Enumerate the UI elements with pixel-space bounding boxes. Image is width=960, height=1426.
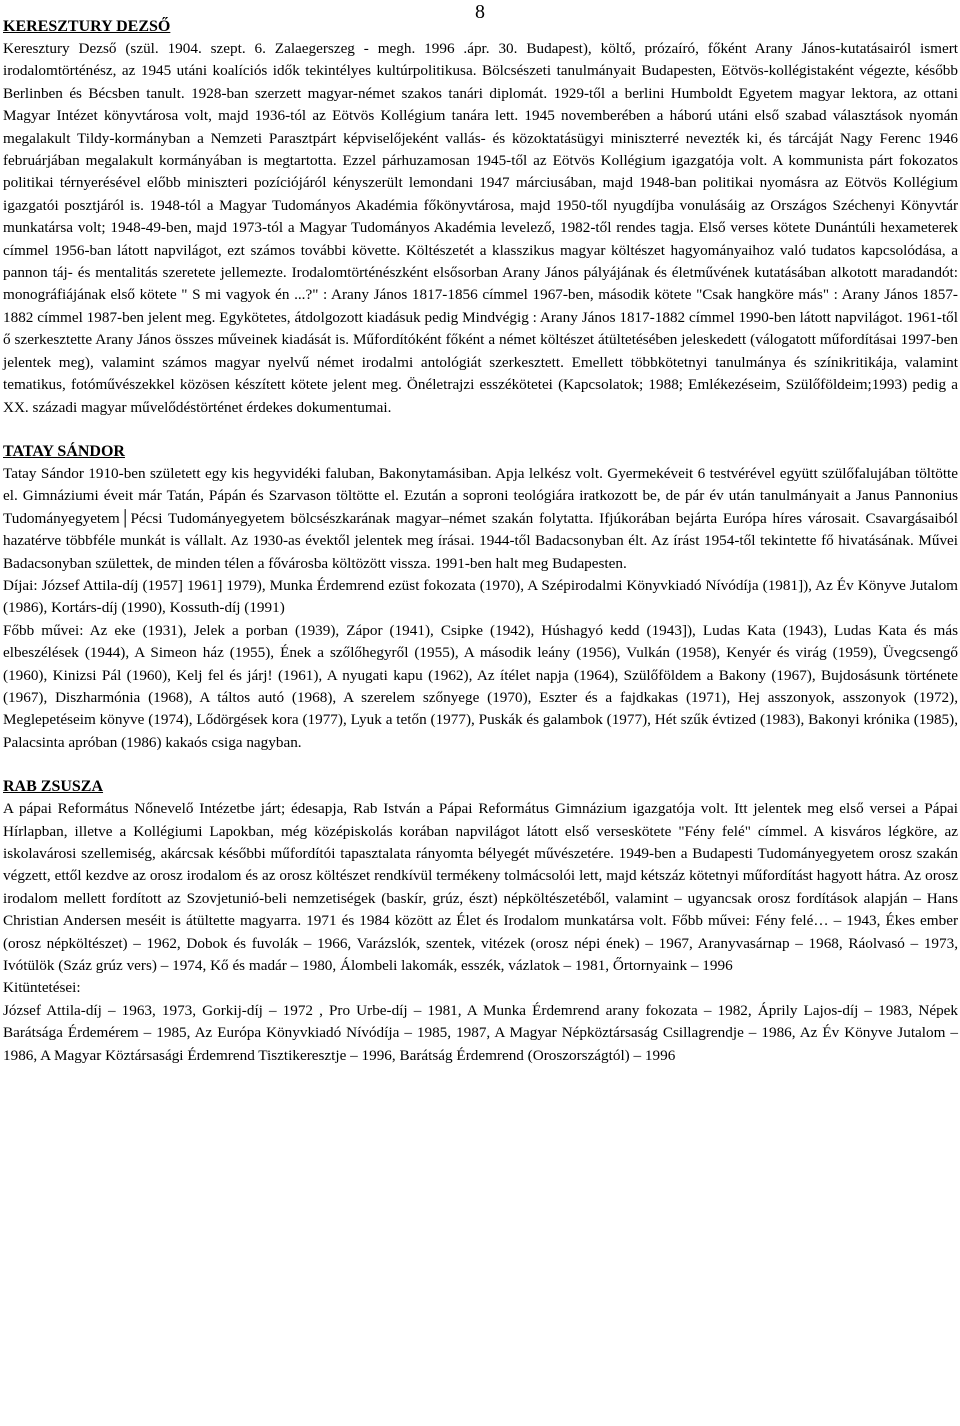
paragraph: Keresztury Dezső (szül. 1904. szept. 6. Zalaegerszeg - megh. 1996 .ápr. 30. Budapest), költő, prózaíró, főként Arany János-kutatásairól ismert irodalomtörténész, az 1945 utáni koalíciós idők tekintélyes kultúrpolitikusa. Bölcsészeti tanulmányait Budapesten, Eötvös-kollégistaként végezte, később Berlinben és Bécsben tanult. 1928-ban szerzett magyar-német szakos tanári diplomát. 1929-től a berlini Humboldt Egyetem magyar lektora, az ottani Magyar Intézet könyvtárosa volt, majd 1936-tól az Eötvös Kollégium tanára lett. 1945 novemberében a háború utáni első szabad választások nyomán megalakult Tildy-kormányban a Nemzeti Parasztpárt képviselőjeként vallás- és közoktatásügyi miniszterré nevezték ki, és tárcáját Nagy Ferenc 1946 februárjában megalakult kormányában is megtartotta. Ezzel párhuzamosan 1945-től az Eötvös Kollégium igazgatója volt. A kommunista párt fokozatos politikai térnyerésével előbb miniszteri pozíciójáról kényszerült lemondani 1947 márciusában, majd 1948-ban politikai nyomásra az Eötvös Kollégium igazgatói posztjáról is. 1948-tól a Magyar Tudományos Akadémia főkönyvtárosa, majd 1950-től nyugdíjba vonulásáig az Országos Széchenyi Könyvtár munkatársa volt; 1948-49-ben, majd 1973-tól a Magyar Tudományos Akadémia levelező, 1982-től rendes tagja. Első verses kötete Dunántúli hexameterek címmel 1956-ban látott napvilágot, ezt számos további követte. Költészetét a klasszikus magyar költészet hagyományaihoz való tudatos kapcsolódása, a pannon táj- és mentalitás szeretete jellemezte. Irodalomtörténészként elsősorban Arany János pályájának és életművének kutatásában alkotott maradandót: monográfiájának első kötete " S mi vagyok én ...?" : Arany János 1817-1856 címmel 1967-ben, második kötete "Csak hangköre más" : Arany János 1857-1882 címmel 1987-ben jelent meg. Egykötetes, átdolgozott kiadásuk pedig Mindvégig : Arany János 1817-1882 címmel 1990-ben látott napvilágot. 1961-től ő szerkesztette Arany János összes műveinek kiadását is. Műfordítóként főként a német költészet átültetésében jeleskedett (válogatott műfordításai 1997-ben jelentek meg), valamint számos magyar nyelvű német irodalmi antológiát szerkesztett. Emellett többkötetnyi tanulmánya és színikritikája, valamint tematikus, fotóművészekkel közösen készített kötete jelent meg. Önéletrajzi esszékötetei (Kapcsolatok; 1988; Emlékezéseim, Szülőföldeim;1993) pedig a XX. századi magyar művelődéstörténet érdekes dokumentumai.	[3, 40, 958, 416]
section-heading: KERESZTURY DEZSŐ	[3, 18, 171, 35]
section-rab	[3, 776, 958, 1067]
page-number: 8	[475, 1, 485, 23]
paragraph: Kitüntetései:	[3, 979, 81, 997]
paragraph: Díjai: József Attila-díj (1957] 1961] 1979), Munka Érdemrend ezüst fokozata (1970), A Szépirodalmi Könyvkiadó Nívódíja (1981]), Az Év Könyve Jutalom (1986), Kortárs-díj (1990), Kossuth-díj (1991)	[3, 576, 958, 617]
paragraph: Főbb művei: Az eke (1931), Jelek a porban (1939), Zápor (1941), Csipke (1942), Húshagyó kedd (1943]), Ludas Kata (1943), Ludas Kata és más elbeszélések (1944), A Simeon ház (1955), Ének a szőlőhegyről (1955), A második leány (1956), Vulkán (1958), Kenyér és virág (1959), Üvegcsengő (1960), Kinizsi Pál (1960), Kelj fel és járj! (1961), A nyugati kapu (1962), Az ítélet napja (1964), Szülőföldem a Bakony (1967), Bujdosásunk története (1967), Diszharmónia (1968), A táltos autó (1968), A szerelem szőnyege (1970), Eszter és a fajdkakas (1971), Hej asszonyok, asszonyok (1972), Meglepetéseim könyve (1974), Lődörgések kora (1977), Lyuk a tetőn (1977), Puskák és galambok (1977), Hét szűk évtized (1983), Bakonyi krónika (1985), Palacsinta apróban (1986) kakaós csiga nagyban.	[3, 621, 958, 751]
section-heading: RAB ZSUSZA	[3, 778, 104, 796]
paragraph: József Attila-díj – 1963, 1973, Gorkij-díj – 1972 , Pro Urbe-díj – 1981, A Munka Érdemrend arany fokozata – 1982, Áprily Lajos-díj – 1983, Népek Barátsága Érdemérem – 1985, Az Európa Könyvkiadó Nívódíja – 1985, 1987, A Magyar Népköztársaság Csillagrendje – 1986, Az Év Könyve Jutalom – 1986, A Magyar Köztársasági Érdemrend Tisztikeresztje – 1996, Barátság Érdemrend (Oroszországtól) – 1996	[3, 1001, 958, 1064]
section-keresztury	[3, 16, 958, 419]
paragraph: Tatay Sándor 1910-ben született egy kis hegyvidéki faluban, Bakonytamásiban. Apja lelkész volt. Gyermekéveit 6 testvérével együtt szülőfalujában töltötte el. Gimnáziumi éveit már Tatán, Pápán és Szarvason töltötte el. Ezután a soproni teológiára iratkozott be, de pár év után tanulmányait a Janus Pannonius Tudományegyetem│Pécsi Tudományegyetem bölcsészkarának magyar–német szakán folytatta. Ifjúkorában bejárta Európa híres városait. Csavargásaiból hazatérve többféle munkát is vállalt. Az 1930-as évektől jelentek meg írásai. 1944-től Badacsonyban élt. Az írást 1954-től tekintette fő hivatásának. Művei Badacsonyban születtek, de minden télen a fővárosba költözött vissza. 1991-ben halt meg Budapesten.	[3, 464, 958, 572]
paragraph: A pápai Református Nőnevelő Intézetbe járt; édesapja, Rab István a Pápai Református Gimnázium igazgatója volt. Itt jelentek meg első versei a Pápai Hírlapban, illetve a Kollégiumi Lapokban, még középiskolás korában napvilágot látott első verseskötete "Fény felé" címmel. A kisváros légköre, az iskolavárosi szellemiség, akárcsak későbbi műfordítói tapasztalata rányomta bélyegét művészetére. 1949-ben a Budapesti Tudományegyetem orosz szakán végzett, ettől kezdve az orosz irodalom és az orosz költészet rendkívül termékeny tolmácsolói lett, majd kétszáz kötetnyi műfordítást hagyott hátra. Az orosz irodalom mellett fordított az Szovjetunió-beli nemzetiségek (baskír, grúz, észt) népköltészetéből, valamint – ugyancsak orosz fordítások alapján – Hans Christian Andersen meséit is átültette magyarra. 1971 és 1984 között az Élet és Irodalom munkatársa volt. Főbb művei: Fény felé… – 1943, Ékes ember (orosz népköltészet) – 1962, Dobok és fuvolák – 1966, Varázslók, szentek, vitézek (orosz népi ének) – 1967, Aranyvasárnap – 1968, Ráolvasó – 1973, Ivótülök (Száz grúz vers) – 1974, Kő és madár – 1980, Álombeli lakomák, esszék, vázlatok – 1981, Őrtornyaink – 1996	[3, 800, 958, 975]
section-heading: TATAY SÁNDOR	[3, 442, 125, 460]
document-body	[3, 16, 958, 1089]
section-tatay	[3, 441, 958, 754]
